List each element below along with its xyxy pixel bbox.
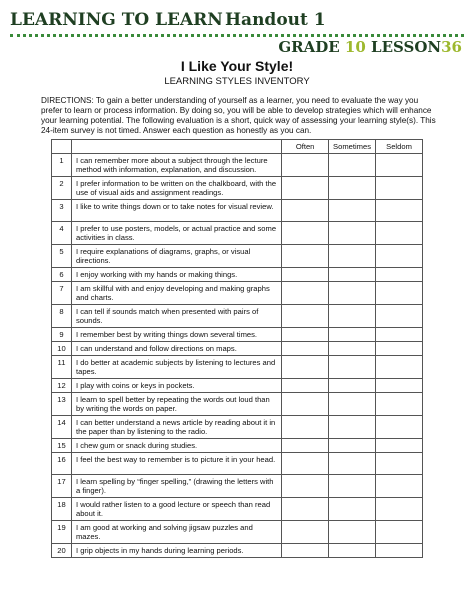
response-cell-seldom[interactable] bbox=[376, 305, 423, 328]
column-header-statement bbox=[71, 140, 281, 154]
header-divider bbox=[10, 34, 464, 37]
column-header-number bbox=[52, 140, 72, 154]
item-statement: I learn to spell better by repeating the words out loud than by writing the words on paper. bbox=[71, 393, 281, 416]
item-statement: I can better understand a news article by reading about it in the paper than by listening to the radio. bbox=[71, 416, 281, 439]
response-cell-often[interactable] bbox=[282, 439, 329, 453]
item-number: 14 bbox=[52, 416, 72, 439]
inventory-table bbox=[51, 139, 423, 558]
response-cell-seldom[interactable] bbox=[376, 342, 423, 356]
response-cell-seldom[interactable] bbox=[376, 416, 423, 439]
table-row bbox=[52, 521, 423, 544]
response-cell-sometimes[interactable] bbox=[329, 305, 376, 328]
response-cell-often[interactable] bbox=[282, 393, 329, 416]
item-statement: I like to write things down or to take notes for visual review. bbox=[71, 200, 281, 222]
response-cell-often[interactable] bbox=[282, 328, 329, 342]
item-statement: I would rather listen to a good lecture or speech than read about it. bbox=[71, 498, 281, 521]
table-row bbox=[52, 393, 423, 416]
item-statement: I prefer to use posters, models, or actual practice and some activities in class. bbox=[71, 222, 281, 245]
item-number: 7 bbox=[52, 282, 72, 305]
item-statement: I play with coins or keys in pockets. bbox=[71, 379, 281, 393]
table-row bbox=[52, 328, 423, 342]
response-cell-sometimes[interactable] bbox=[329, 342, 376, 356]
response-cell-often[interactable] bbox=[282, 416, 329, 439]
response-cell-sometimes[interactable] bbox=[329, 439, 376, 453]
table-row bbox=[52, 379, 423, 393]
handout-label: Handout 1 bbox=[225, 10, 326, 30]
item-number: 11 bbox=[52, 356, 72, 379]
response-cell-sometimes[interactable] bbox=[329, 356, 376, 379]
item-number: 12 bbox=[52, 379, 72, 393]
item-number: 20 bbox=[52, 544, 72, 558]
item-number: 16 bbox=[52, 453, 72, 475]
response-cell-often[interactable] bbox=[282, 356, 329, 379]
table-row bbox=[52, 282, 423, 305]
item-statement: I can remember more about a subject through the lecture method with information, explanation, and discussion. bbox=[71, 154, 281, 177]
response-cell-often[interactable] bbox=[282, 379, 329, 393]
response-cell-sometimes[interactable] bbox=[329, 475, 376, 498]
response-cell-sometimes[interactable] bbox=[329, 154, 376, 177]
response-cell-seldom[interactable] bbox=[376, 282, 423, 305]
page-subtitle: LEARNING STYLES INVENTORY bbox=[164, 76, 310, 87]
column-header-seldom: Seldom bbox=[376, 140, 423, 154]
item-statement: I remember best by writing things down several times. bbox=[71, 328, 281, 342]
response-cell-seldom[interactable] bbox=[376, 521, 423, 544]
directions-paragraph: DIRECTIONS: To gain a better understanding of yourself as a learner, you need to evaluate the way you prefer to learn or process information. By doing so, you will be able to develop strategies which will enhance your learning potential. The following evaluation is a short, quick way of assessing your learning style(s). This 24-item survey is not timed. Answer each question as honestly as you can. bbox=[41, 96, 436, 135]
response-cell-sometimes[interactable] bbox=[329, 521, 376, 544]
response-cell-seldom[interactable] bbox=[376, 544, 423, 558]
item-number: 8 bbox=[52, 305, 72, 328]
response-cell-seldom[interactable] bbox=[376, 498, 423, 521]
table-row bbox=[52, 356, 423, 379]
item-number: 5 bbox=[52, 245, 72, 268]
item-number: 4 bbox=[52, 222, 72, 245]
table-row bbox=[52, 544, 423, 558]
item-number: 9 bbox=[52, 328, 72, 342]
item-number: 3 bbox=[52, 200, 72, 222]
item-statement: I require explanations of diagrams, graphs, or visual directions. bbox=[71, 245, 281, 268]
item-statement: I do better at academic subjects by listening to lectures and tapes. bbox=[71, 356, 281, 379]
grade-number: 10 bbox=[344, 38, 366, 56]
item-statement: I am skillful with and enjoy developing and making graphs and charts. bbox=[71, 282, 281, 305]
response-cell-sometimes[interactable] bbox=[329, 328, 376, 342]
response-cell-seldom[interactable] bbox=[376, 439, 423, 453]
table-row bbox=[52, 439, 423, 453]
inventory-rows bbox=[52, 154, 423, 558]
table-row bbox=[52, 305, 423, 328]
response-cell-sometimes[interactable] bbox=[329, 268, 376, 282]
lesson-number: 36 bbox=[441, 38, 462, 56]
table-row bbox=[52, 453, 423, 475]
table-row bbox=[52, 245, 423, 268]
response-cell-often[interactable] bbox=[282, 177, 329, 200]
item-statement: I learn spelling by “finger spelling,” (drawing the letters with a finger). bbox=[71, 475, 281, 498]
response-cell-often[interactable] bbox=[282, 544, 329, 558]
item-statement: I grip objects in my hands during learning periods. bbox=[71, 544, 281, 558]
handout-header bbox=[10, 10, 326, 32]
item-statement: I chew gum or snack during studies. bbox=[71, 439, 281, 453]
column-header-often: Often bbox=[282, 140, 329, 154]
response-cell-often[interactable] bbox=[282, 305, 329, 328]
table-row bbox=[52, 222, 423, 245]
table-row bbox=[52, 154, 423, 177]
response-cell-often[interactable] bbox=[282, 222, 329, 245]
table-row bbox=[52, 177, 423, 200]
item-number: 17 bbox=[52, 475, 72, 498]
response-cell-sometimes[interactable] bbox=[329, 245, 376, 268]
item-statement: I enjoy working with my hands or making things. bbox=[71, 268, 281, 282]
response-cell-seldom[interactable] bbox=[376, 177, 423, 200]
item-number: 15 bbox=[52, 439, 72, 453]
course-title: LEARNING TO LEARN bbox=[10, 10, 223, 30]
response-cell-sometimes[interactable] bbox=[329, 177, 376, 200]
response-cell-seldom[interactable] bbox=[376, 475, 423, 498]
response-cell-sometimes[interactable] bbox=[329, 393, 376, 416]
response-cell-sometimes[interactable] bbox=[329, 498, 376, 521]
response-cell-seldom[interactable] bbox=[376, 154, 423, 177]
table-row bbox=[52, 498, 423, 521]
response-cell-sometimes[interactable] bbox=[329, 282, 376, 305]
item-number: 1 bbox=[52, 154, 72, 177]
response-cell-sometimes[interactable] bbox=[329, 379, 376, 393]
response-cell-often[interactable] bbox=[282, 282, 329, 305]
response-cell-often[interactable] bbox=[282, 498, 329, 521]
item-statement: I prefer information to be written on the chalkboard, with the use of visual aids and assignment readings. bbox=[71, 177, 281, 200]
column-header-sometimes: Sometimes bbox=[329, 140, 376, 154]
response-cell-seldom[interactable] bbox=[376, 356, 423, 379]
response-cell-often[interactable] bbox=[282, 521, 329, 544]
table-header-row bbox=[52, 140, 423, 154]
response-cell-often[interactable] bbox=[282, 154, 329, 177]
response-cell-seldom[interactable] bbox=[376, 328, 423, 342]
item-number: 18 bbox=[52, 498, 72, 521]
response-cell-seldom[interactable] bbox=[376, 379, 423, 393]
response-cell-seldom[interactable] bbox=[376, 268, 423, 282]
item-number: 6 bbox=[52, 268, 72, 282]
item-statement: I am good at working and solving jigsaw puzzles and mazes. bbox=[71, 521, 281, 544]
response-cell-sometimes[interactable] bbox=[329, 544, 376, 558]
item-statement: I can tell if sounds match when presented with pairs of sounds. bbox=[71, 305, 281, 328]
item-number: 13 bbox=[52, 393, 72, 416]
response-cell-sometimes[interactable] bbox=[329, 222, 376, 245]
response-cell-seldom[interactable] bbox=[376, 393, 423, 416]
response-cell-seldom[interactable] bbox=[376, 200, 423, 222]
response-cell-sometimes[interactable] bbox=[329, 453, 376, 475]
response-cell-seldom[interactable] bbox=[376, 245, 423, 268]
response-cell-sometimes[interactable] bbox=[329, 200, 376, 222]
response-cell-seldom[interactable] bbox=[376, 222, 423, 245]
response-cell-often[interactable] bbox=[282, 200, 329, 222]
table-row bbox=[52, 268, 423, 282]
table-row bbox=[52, 416, 423, 439]
item-statement: I can understand and follow directions on maps. bbox=[71, 342, 281, 356]
response-cell-seldom[interactable] bbox=[376, 453, 423, 475]
page-title: I Like Your Style! bbox=[180, 58, 294, 74]
table-row bbox=[52, 200, 423, 222]
response-cell-often[interactable] bbox=[282, 342, 329, 356]
lesson-label: LESSON bbox=[371, 38, 442, 56]
item-number: 10 bbox=[52, 342, 72, 356]
item-number: 19 bbox=[52, 521, 72, 544]
response-cell-sometimes[interactable] bbox=[329, 416, 376, 439]
response-cell-often[interactable] bbox=[282, 453, 329, 475]
item-number: 2 bbox=[52, 177, 72, 200]
response-cell-often[interactable] bbox=[282, 245, 329, 268]
grade-lesson-label bbox=[278, 38, 462, 56]
item-statement: I feel the best way to remember is to picture it in your head. bbox=[71, 453, 281, 475]
table-row bbox=[52, 475, 423, 498]
table-row bbox=[52, 342, 423, 356]
response-cell-often[interactable] bbox=[282, 268, 329, 282]
response-cell-often[interactable] bbox=[282, 475, 329, 498]
grade-label: GRADE bbox=[278, 38, 340, 56]
